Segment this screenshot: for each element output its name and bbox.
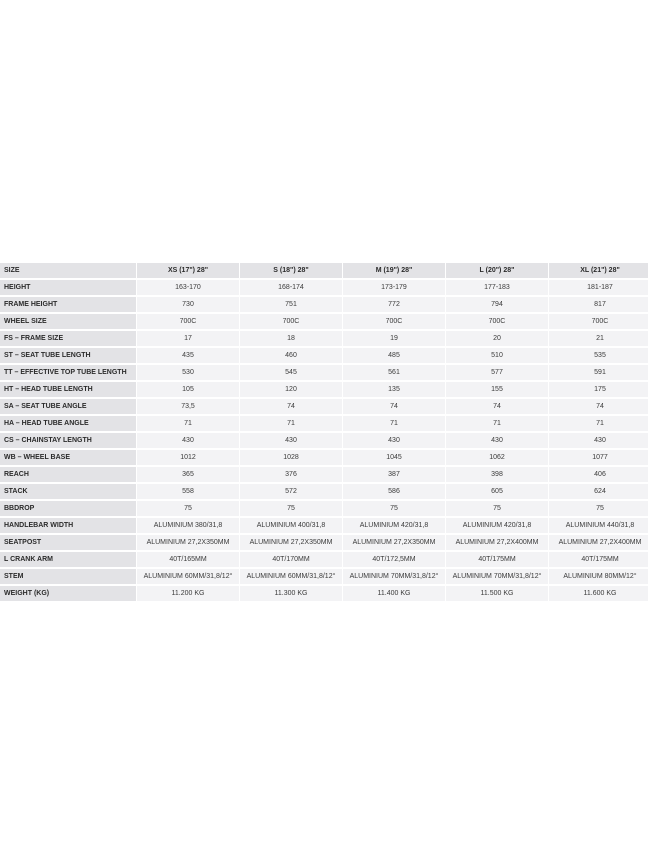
table-row [0,450,648,465]
value-cell-l: 510 [446,348,548,363]
table-row [0,331,648,346]
value-cell-l: 75 [446,501,548,516]
row-label: WB – WHEEL BASE [0,450,136,465]
row-label: STEM [0,569,136,584]
value-cell-s: ALUMINIUM 27,2X350MM [240,535,342,550]
value-cell-l: 1062 [446,450,548,465]
value-cell-xs: ALUMINIUM 60MM/31,8/12° [137,569,239,584]
value-cell-l: 11.500 KG [446,586,548,601]
table-row [0,586,648,601]
row-label: SA – SEAT TUBE ANGLE [0,399,136,414]
table-row [0,518,648,533]
row-label: WHEEL SIZE [0,314,136,329]
table-row [0,501,648,516]
value-cell-l: 71 [446,416,548,431]
column-header-m: M (19") 28" [343,263,445,278]
value-cell-m: 586 [343,484,445,499]
value-cell-xl: ALUMINIUM 80MM/12° [549,569,648,584]
value-cell-m: ALUMINIUM 420/31,8 [343,518,445,533]
value-cell-xs: 1012 [137,450,239,465]
value-cell-m: 75 [343,501,445,516]
value-cell-xl: 71 [549,416,648,431]
value-cell-xl: ALUMINIUM 27,2X400MM [549,535,648,550]
value-cell-xl: 430 [549,433,648,448]
value-cell-s: 572 [240,484,342,499]
value-cell-xl: 21 [549,331,648,346]
table-row [0,348,648,363]
value-cell-xs: 163-170 [137,280,239,295]
value-cell-xs: 430 [137,433,239,448]
table-row [0,399,648,414]
value-cell-m: 173-179 [343,280,445,295]
value-cell-xl: 1077 [549,450,648,465]
value-cell-l: 577 [446,365,548,380]
value-cell-s: 40T/170MM [240,552,342,567]
value-cell-s: 1028 [240,450,342,465]
value-cell-s: 71 [240,416,342,431]
value-cell-l: 155 [446,382,548,397]
table-body [0,280,648,601]
row-label: HT – HEAD TUBE LENGTH [0,382,136,397]
value-cell-m: 1045 [343,450,445,465]
value-cell-l: ALUMINIUM 27,2X400MM [446,535,548,550]
value-cell-xs: 435 [137,348,239,363]
value-cell-l: 74 [446,399,548,414]
value-cell-s: 168-174 [240,280,342,295]
table-row [0,484,648,499]
value-cell-xs: 530 [137,365,239,380]
value-cell-s: 751 [240,297,342,312]
value-cell-l: 398 [446,467,548,482]
value-cell-s: 75 [240,501,342,516]
row-label: ST – SEAT TUBE LENGTH [0,348,136,363]
value-cell-xl: 700C [549,314,648,329]
column-header-xs: XS (17") 28" [137,263,239,278]
value-cell-s: 545 [240,365,342,380]
value-cell-s: 11.300 KG [240,586,342,601]
value-cell-m: 135 [343,382,445,397]
value-cell-l: 177-183 [446,280,548,295]
row-label: STACK [0,484,136,499]
size-table [0,261,648,603]
value-cell-xs: 40T/165MM [137,552,239,567]
table-row [0,552,648,567]
value-cell-m: 430 [343,433,445,448]
value-cell-xl: 591 [549,365,648,380]
column-header-s: S (18") 28" [240,263,342,278]
size-header-row [0,263,648,278]
value-cell-m: 485 [343,348,445,363]
value-cell-xs: 17 [137,331,239,346]
value-cell-s: 18 [240,331,342,346]
value-cell-xs: 11.200 KG [137,586,239,601]
row-label: FS – FRAME SIZE [0,331,136,346]
value-cell-m: 700C [343,314,445,329]
value-cell-s: 120 [240,382,342,397]
corner-label: SIZE [0,263,136,278]
row-label: BBDROP [0,501,136,516]
row-label: TT – EFFECTIVE TOP TUBE LENGTH [0,365,136,380]
value-cell-xl: 406 [549,467,648,482]
table-row [0,297,648,312]
value-cell-xl: 74 [549,399,648,414]
value-cell-m: 74 [343,399,445,414]
value-cell-m: 772 [343,297,445,312]
value-cell-m: 19 [343,331,445,346]
row-label: HEIGHT [0,280,136,295]
value-cell-xl: 181-187 [549,280,648,295]
value-cell-xs: 730 [137,297,239,312]
value-cell-xs: 558 [137,484,239,499]
table-row [0,433,648,448]
value-cell-xl: 175 [549,382,648,397]
table-row [0,416,648,431]
row-label: L CRANK ARM [0,552,136,567]
value-cell-xs: 105 [137,382,239,397]
value-cell-m: ALUMINIUM 27,2X350MM [343,535,445,550]
value-cell-xl: 624 [549,484,648,499]
value-cell-l: ALUMINIUM 70MM/31,8/12° [446,569,548,584]
table-row [0,280,648,295]
value-cell-s: 430 [240,433,342,448]
value-cell-xs: 75 [137,501,239,516]
table-row [0,365,648,380]
row-label: HANDLEBAR WIDTH [0,518,136,533]
value-cell-xl: 535 [549,348,648,363]
value-cell-xl: ALUMINIUM 440/31,8 [549,518,648,533]
value-cell-xs: 365 [137,467,239,482]
value-cell-m: 11.400 KG [343,586,445,601]
row-label: SEATPOST [0,535,136,550]
column-header-xl: XL (21") 28" [549,263,648,278]
value-cell-xs: ALUMINIUM 380/31,8 [137,518,239,533]
row-label: CS – CHAINSTAY LENGTH [0,433,136,448]
value-cell-l: ALUMINIUM 420/31,8 [446,518,548,533]
value-cell-l: 605 [446,484,548,499]
value-cell-l: 20 [446,331,548,346]
value-cell-m: ALUMINIUM 70MM/31,8/12° [343,569,445,584]
table-row [0,535,648,550]
value-cell-s: ALUMINIUM 60MM/31,8/12° [240,569,342,584]
value-cell-m: 71 [343,416,445,431]
value-cell-xs: 71 [137,416,239,431]
table-row [0,467,648,482]
value-cell-s: 460 [240,348,342,363]
value-cell-l: 40T/175MM [446,552,548,567]
value-cell-xl: 40T/175MM [549,552,648,567]
value-cell-s: 700C [240,314,342,329]
table-row [0,314,648,329]
column-header-l: L (20") 28" [446,263,548,278]
value-cell-xl: 817 [549,297,648,312]
table-row [0,382,648,397]
value-cell-m: 40T/172,5MM [343,552,445,567]
value-cell-s: 74 [240,399,342,414]
geometry-size-chart [0,261,648,603]
value-cell-l: 700C [446,314,548,329]
value-cell-xs: 73,5 [137,399,239,414]
value-cell-m: 561 [343,365,445,380]
table-row [0,569,648,584]
value-cell-s: 376 [240,467,342,482]
value-cell-s: ALUMINIUM 400/31,8 [240,518,342,533]
value-cell-xl: 75 [549,501,648,516]
value-cell-xs: ALUMINIUM 27,2X350MM [137,535,239,550]
row-label: REACH [0,467,136,482]
value-cell-l: 794 [446,297,548,312]
row-label: HA – HEAD TUBE ANGLE [0,416,136,431]
value-cell-l: 430 [446,433,548,448]
row-label: FRAME HEIGHT [0,297,136,312]
value-cell-xs: 700C [137,314,239,329]
row-label: WEIGHT (KG) [0,586,136,601]
value-cell-m: 387 [343,467,445,482]
value-cell-xl: 11.600 KG [549,586,648,601]
